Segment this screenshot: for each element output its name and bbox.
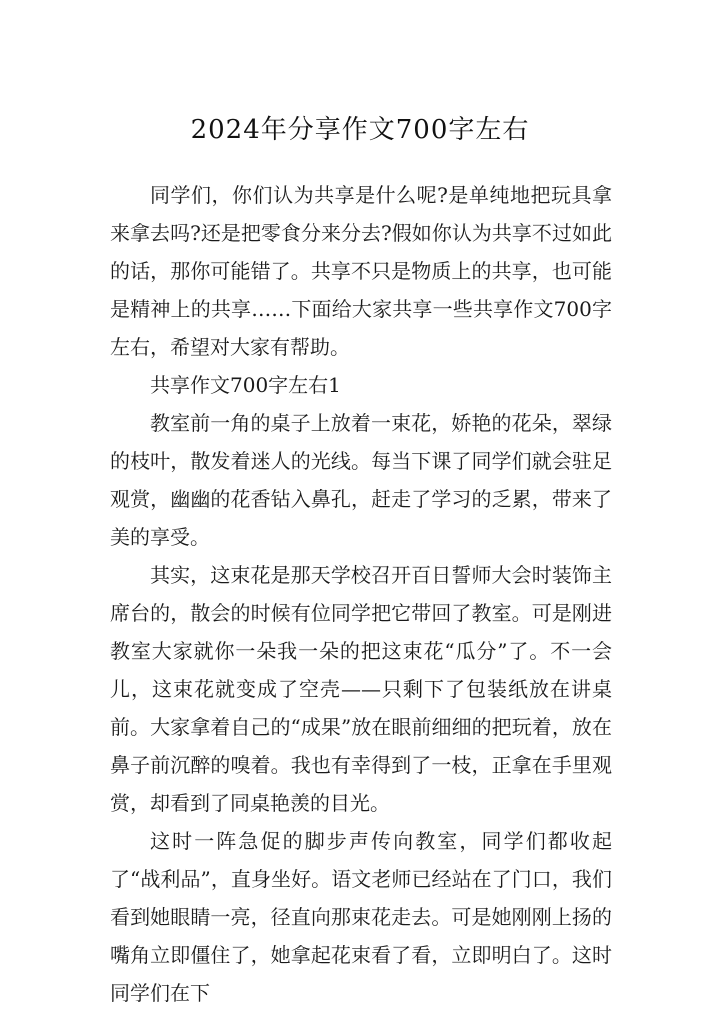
- body-paragraph: 其实，这束花是那天学校召开百日誓师大会时装饰主席台的，散会的时候有位同学把它带回了教室。可是刚进教室大家就你一朵我一朵的把这束花“瓜分”了。不一会儿，这束花就变成了空壳——只剩下了包装纸放在讲桌前。大家拿着自己的“成果”放在眼前细细的把玩着，放在鼻子前沉醉的嗅着。我也有幸得到了一枝，正拿在手里观赏，却看到了同桌艳羡的目光。: [110, 563, 612, 815]
- document-body: [110, 176, 612, 1012]
- document-title: 2024年分享作文700字左右: [190, 115, 530, 145]
- intro-paragraph: 同学们，你们认为共享是什么呢?是单纯地把玩具拿来拿去吗?还是把零食分来分去?假如你认为共享不过如此的话，那你可能错了。共享不只是物质上的共享，也可能是精神上的共享……下面给大家共享一些共享作文700字左右，希望对大家有帮助。: [110, 183, 612, 359]
- section-heading: 共享作文700字左右1: [150, 373, 341, 397]
- body-paragraph: 这时一阵急促的脚步声传向教室，同学们都收起了“战利品”，直身坐好。语文老师已经站在了门口，我们看到她眼睛一亮，径直向那束花走去。可是她刚刚上扬的嘴角立即僵住了，她拿起花束看了看，立即明白了。这时同学们在下: [110, 829, 612, 1005]
- body-paragraph: 教室前一角的桌子上放着一束花，娇艳的花朵，翠绿的枝叶，散发着迷人的光线。每当下课了同学们就会驻足观赏，幽幽的花香钻入鼻孔，赶走了学习的乏累，带来了美的享受。: [110, 411, 612, 549]
